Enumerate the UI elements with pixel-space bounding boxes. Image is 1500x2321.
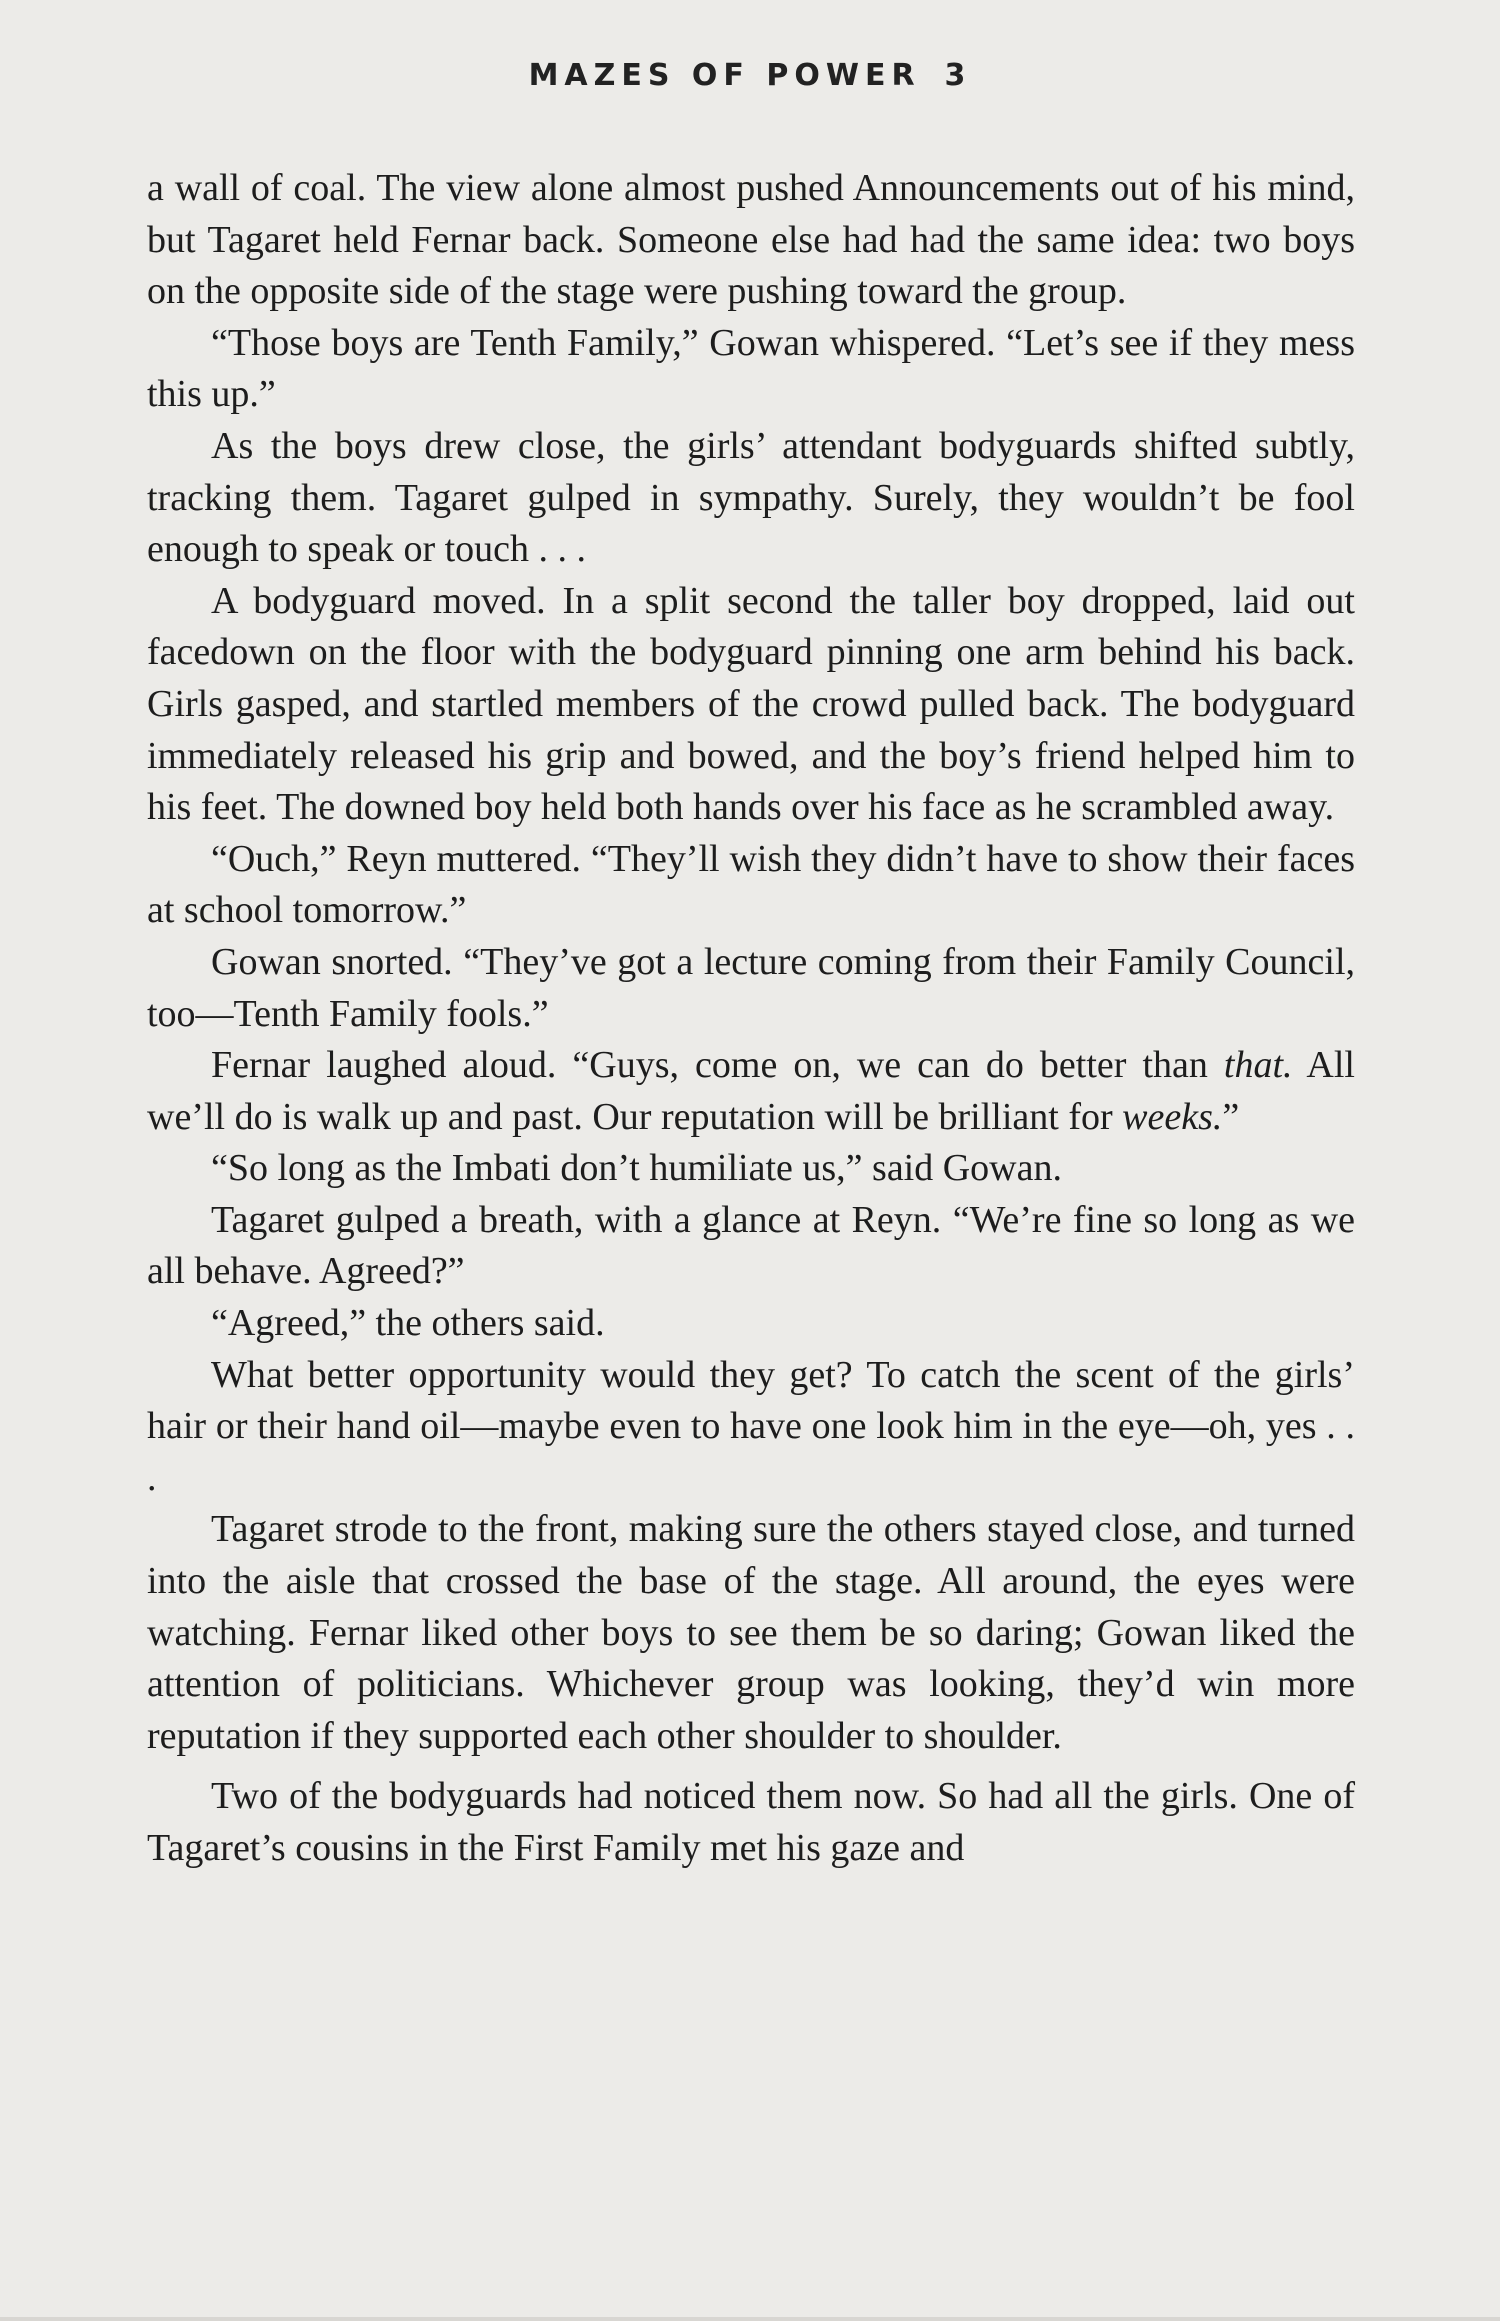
paragraph: “Agreed,” the others said. — [211, 1302, 605, 1345]
paragraph: “So long as the Imbati don’t humiliate us,” said Gowan. — [211, 1147, 1062, 1190]
paragraph: “Ouch,” Reyn muttered. “They’ll wish they didn’t have to show their faces at school tomorrow.” — [147, 837, 1355, 932]
body-text — [147, 163, 1355, 1875]
page-number: 3 — [944, 58, 972, 93]
running-header-title: MAZES OF POWER — [528, 58, 921, 93]
paragraph: Tagaret gulped a breath, with a glance at Reyn. “We’re fine so long as we all behave. Agreed?” — [147, 1198, 1355, 1293]
text-run: Fernar laughed aloud. “Guys, come on, we can do better than — [211, 1044, 1224, 1087]
italic-run: weeks. — [1122, 1095, 1223, 1138]
italic-run: that. — [1223, 1044, 1293, 1087]
paragraph: As the boys drew close, the girls’ attendant bodyguards shifted subtly, tracking them. Tagaret gulped in sympathy. Surely, they wouldn’t be fool enough to speak or touch . . . — [147, 424, 1355, 571]
paragraph: a wall of coal. The view alone almost pushed Announcements out of his mind, but Tagaret held Fernar back. Someone else had had the same idea: two boys on the opposite side of the stage were pushing toward the group. — [147, 167, 1355, 313]
text-run: All we’ll do is walk up and past. Our reputation will be brilliant for — [147, 1044, 1355, 1138]
running-header — [0, 58, 1500, 93]
paragraph-fernar — [147, 1040, 1355, 1143]
paragraph: “Those boys are Tenth Family,” Gowan whispered. “Let’s see if they mess this up.” — [147, 321, 1355, 416]
page-bottom-edge — [0, 2317, 1500, 2321]
paragraph: Two of the bodyguards had noticed them now. So had all the girls. One of Tagaret’s cousins in the First Family met his gaze and — [147, 1775, 1355, 1869]
paragraph: Gowan snorted. “They’ve got a lecture coming from their Family Council, too—Tenth Family fools.” — [147, 940, 1355, 1035]
paragraph: A bodyguard moved. In a split second the taller boy dropped, laid out facedown on the floor with the bodyguard pinning one arm behind his back. Girls gasped, and startled members of the crowd pulled back. The bodyguard immediately released his grip and bowed, and the boy’s friend helped him to his feet. The downed boy held both hands over his face as he scrambled away. — [147, 579, 1355, 829]
paragraph: What better opportunity would they get? To catch the scent of the girls’ hair or their hand oil—maybe even to have one look him in the eye—oh, yes . . . — [147, 1353, 1355, 1499]
paragraph: Tagaret strode to the front, making sure the others stayed close, and turned into the aisle that crossed the base of the stage. All around, the eyes were watching. Fernar liked other boys to see them be so daring; Gowan liked the attention of politicians. Whichever group was looking, they’d win more reputation if they supported each other shoulder to shoulder. — [147, 1508, 1355, 1757]
text-run: ” — [1222, 1095, 1240, 1138]
